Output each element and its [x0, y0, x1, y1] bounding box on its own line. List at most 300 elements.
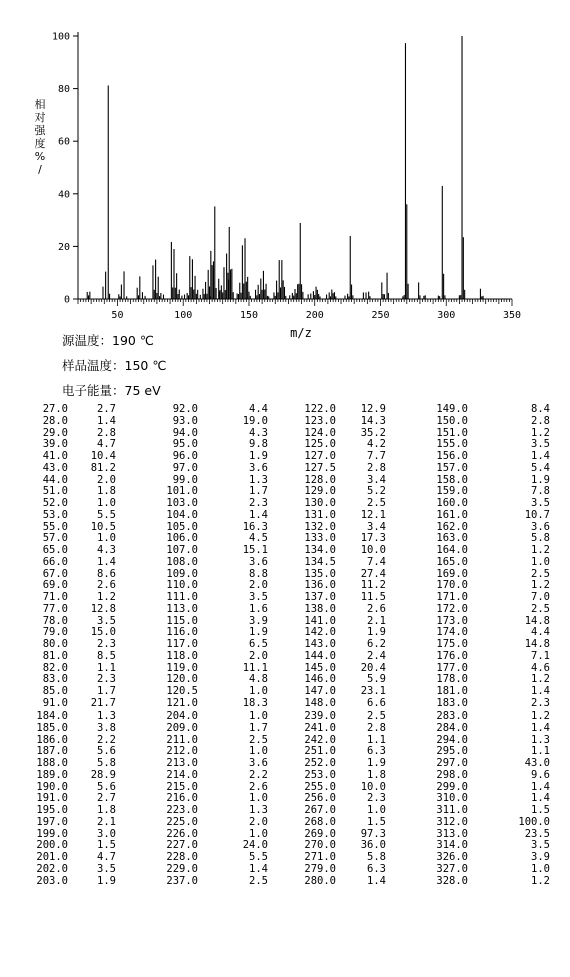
table-row	[28, 711, 550, 723]
intensity-cell: 1.3	[531, 733, 550, 746]
intensity-cell: 3.5	[531, 839, 550, 852]
mz-cell: 279.0	[304, 862, 336, 875]
mz-cell: 122.0	[304, 403, 336, 415]
mz-cell: 267.0	[304, 804, 336, 816]
mz-cell: 177.0	[436, 661, 468, 674]
y-axis-label: 相对强度% /	[34, 98, 46, 176]
x-tick-label: 150	[239, 310, 259, 321]
mz-cell: 69.0	[42, 579, 68, 592]
mz-cell: 270.0	[304, 839, 336, 852]
mz-cell: 209.0	[166, 721, 198, 734]
mz-cell: 225.0	[166, 815, 198, 828]
table-row	[28, 686, 550, 698]
mz-cell: 176.0	[436, 649, 468, 662]
intensity-cell: 7.4	[367, 555, 386, 568]
intensity-cell: 10.4	[90, 450, 116, 462]
mz-cell: 127.5	[304, 461, 336, 474]
source-temperature-value: 190 ℃	[112, 333, 154, 348]
y-axis	[52, 32, 78, 306]
intensity-cell: 2.8	[531, 414, 550, 427]
mz-cell: 103.0	[166, 497, 198, 509]
intensity-cell: 2.3	[97, 638, 116, 650]
mz-cell: 185.0	[36, 721, 68, 734]
mz-cell: 162.0	[436, 520, 468, 533]
intensity-cell: 2.1	[97, 815, 116, 828]
intensity-cell: 1.4	[531, 685, 550, 697]
intensity-cell: 2.6	[97, 579, 116, 592]
intensity-cell: 4.7	[97, 851, 116, 863]
intensity-cell: 1.2	[531, 426, 550, 439]
mz-cell: 77.0	[42, 602, 68, 615]
sample-temperature	[62, 356, 166, 374]
mz-cell: 297.0	[436, 757, 468, 769]
mz-cell: 95.0	[172, 438, 198, 451]
mz-cell: 145.0	[304, 661, 336, 674]
mz-cell: 160.0	[436, 497, 468, 509]
intensity-cell: 2.0	[249, 815, 268, 828]
mz-cell: 295.0	[436, 745, 468, 758]
intensity-cell: 4.2	[367, 438, 386, 451]
intensity-cell: 2.3	[97, 673, 116, 686]
mz-cell: 137.0	[304, 591, 336, 603]
intensity-cell: 1.4	[531, 792, 550, 805]
intensity-cell: 1.9	[97, 874, 116, 887]
intensity-cell: 5.8	[531, 532, 550, 545]
intensity-cell: 97.3	[360, 827, 386, 840]
intensity-cell: 1.3	[97, 710, 116, 722]
intensity-cell: 1.0	[249, 710, 268, 722]
mz-cell: 213.0	[166, 757, 198, 769]
mz-cell: 134.0	[304, 544, 336, 556]
intensity-cell: 3.6	[531, 520, 550, 533]
mz-cell: 227.0	[166, 839, 198, 852]
mz-cell: 117.0	[166, 638, 198, 650]
intensity-cell: 4.4	[249, 403, 268, 415]
intensity-cell: 2.3	[249, 497, 268, 509]
mz-cell: 174.0	[436, 626, 468, 639]
table-row	[28, 758, 550, 770]
mz-cell: 51.0	[42, 485, 68, 498]
intensity-cell: 9.8	[249, 438, 268, 451]
mz-cell: 251.0	[304, 745, 336, 758]
intensity-cell: 1.0	[97, 497, 116, 509]
intensity-cell: 3.5	[249, 591, 268, 603]
intensity-cell: 1.9	[367, 626, 386, 639]
mz-cell: 298.0	[436, 768, 468, 781]
intensity-cell: 14.8	[524, 614, 550, 627]
mz-cell: 148.0	[304, 696, 336, 709]
table-row	[28, 770, 550, 782]
mz-cell: 121.0	[166, 696, 198, 709]
intensity-cell: 43.0	[524, 757, 550, 769]
mz-cell: 120.5	[166, 685, 198, 697]
mz-cell: 326.0	[436, 851, 468, 863]
mz-cell: 41.0	[42, 450, 68, 462]
intensity-cell: 15.0	[90, 626, 116, 639]
mz-cell: 66.0	[42, 555, 68, 568]
intensity-cell: 1.2	[531, 710, 550, 722]
electron-energy-value: 75 eV	[124, 383, 161, 398]
intensity-cell: 2.5	[249, 874, 268, 887]
intensity-cell: 15.1	[242, 544, 268, 556]
mz-cell: 104.0	[166, 508, 198, 521]
mz-cell: 85.0	[42, 685, 68, 697]
intensity-cell: 1.0	[249, 685, 268, 697]
table-row	[28, 864, 550, 876]
mz-cell: 43.0	[42, 461, 68, 474]
mz-cell: 79.0	[42, 626, 68, 639]
source-temperature	[62, 331, 154, 349]
intensity-cell: 1.0	[367, 804, 386, 816]
mz-cell: 201.0	[36, 851, 68, 863]
intensity-cell: 3.5	[97, 862, 116, 875]
intensity-cell: 3.4	[367, 520, 386, 533]
intensity-cell: 3.6	[249, 757, 268, 769]
peak-bars	[87, 36, 483, 299]
y-tick-label: 80	[57, 84, 70, 96]
mz-cell: 171.0	[436, 591, 468, 603]
mz-cell: 113.0	[166, 602, 198, 615]
mz-cell: 186.0	[36, 733, 68, 746]
mz-cell: 143.0	[304, 638, 336, 650]
mz-cell: 253.0	[304, 768, 336, 781]
intensity-cell: 17.3	[360, 532, 386, 545]
mz-cell: 268.0	[304, 815, 336, 828]
intensity-cell: 4.8	[249, 673, 268, 686]
mz-cell: 120.0	[166, 673, 198, 686]
intensity-cell: 5.6	[97, 745, 116, 758]
intensity-cell: 6.2	[367, 638, 386, 650]
intensity-cell: 5.4	[531, 461, 550, 474]
intensity-cell: 1.7	[249, 485, 268, 498]
mz-cell: 328.0	[436, 874, 468, 887]
mz-cell: 144.0	[304, 649, 336, 662]
mz-cell: 239.0	[304, 710, 336, 722]
intensity-cell: 8.8	[249, 567, 268, 580]
intensity-cell: 1.9	[531, 473, 550, 486]
table-row	[28, 463, 550, 475]
mz-cell: 119.0	[166, 661, 198, 674]
intensity-cell: 2.0	[249, 649, 268, 662]
intensity-cell: 4.5	[249, 532, 268, 545]
mz-cell: 173.0	[436, 614, 468, 627]
mz-cell: 229.0	[166, 862, 198, 875]
mz-cell: 189.0	[36, 768, 68, 781]
intensity-cell: 10.5	[90, 520, 116, 533]
mz-cell: 200.0	[36, 839, 68, 852]
table-row	[28, 545, 550, 557]
mz-cell: 226.0	[166, 827, 198, 840]
mz-cell: 156.0	[436, 450, 468, 462]
intensity-cell: 8.5	[97, 649, 116, 662]
table-row	[28, 557, 550, 569]
mz-cell: 255.0	[304, 780, 336, 793]
intensity-cell: 2.6	[249, 780, 268, 793]
mz-cell: 67.0	[42, 567, 68, 580]
intensity-cell: 16.3	[242, 520, 268, 533]
intensity-cell: 1.0	[249, 792, 268, 805]
mz-cell: 142.0	[304, 626, 336, 639]
mz-cell: 228.0	[166, 851, 198, 863]
intensity-cell: 1.3	[249, 804, 268, 816]
intensity-cell: 1.2	[531, 544, 550, 556]
intensity-cell: 2.1	[367, 614, 386, 627]
intensity-cell: 2.5	[531, 567, 550, 580]
intensity-cell: 3.9	[531, 851, 550, 863]
intensity-cell: 2.4	[367, 649, 386, 662]
y-tick-label: 40	[57, 189, 70, 201]
y-tick-label: 60	[57, 136, 70, 148]
peak-table-part1	[28, 404, 550, 710]
mz-cell: 80.0	[42, 638, 68, 650]
intensity-cell: 6.3	[367, 745, 386, 758]
intensity-cell: 7.0	[531, 591, 550, 603]
mz-cell: 269.0	[304, 827, 336, 840]
mz-cell: 115.0	[166, 614, 198, 627]
mass-spectrum-chart	[0, 0, 570, 340]
intensity-cell: 1.0	[249, 745, 268, 758]
x-axis	[78, 299, 521, 321]
intensity-cell: 7.8	[531, 485, 550, 498]
intensity-cell: 2.3	[531, 696, 550, 709]
intensity-cell: 12.1	[360, 508, 386, 521]
mz-cell: 147.0	[304, 685, 336, 697]
intensity-cell: 2.5	[531, 602, 550, 615]
intensity-cell: 2.5	[367, 497, 386, 509]
mz-cell: 134.5	[304, 555, 336, 568]
mz-cell: 170.0	[436, 579, 468, 592]
intensity-cell: 1.6	[249, 602, 268, 615]
mz-cell: 202.0	[36, 862, 68, 875]
mz-cell: 283.0	[436, 710, 468, 722]
intensity-cell: 2.2	[97, 733, 116, 746]
intensity-cell: 2.0	[97, 473, 116, 486]
intensity-cell: 3.9	[249, 614, 268, 627]
intensity-cell: 1.2	[97, 591, 116, 603]
mz-cell: 215.0	[166, 780, 198, 793]
intensity-cell: 5.9	[367, 673, 386, 686]
mz-cell: 44.0	[42, 473, 68, 486]
mz-cell: 188.0	[36, 757, 68, 769]
intensity-cell: 9.6	[531, 768, 550, 781]
mz-cell: 138.0	[304, 602, 336, 615]
intensity-cell: 1.4	[531, 450, 550, 462]
table-row	[28, 805, 550, 817]
intensity-cell: 1.5	[97, 839, 116, 852]
intensity-cell: 5.5	[249, 851, 268, 863]
intensity-cell: 28.9	[90, 768, 116, 781]
y-tick-label: 20	[57, 241, 70, 253]
mz-cell: 93.0	[172, 414, 198, 427]
intensity-cell: 11.1	[242, 661, 268, 674]
mz-cell: 256.0	[304, 792, 336, 805]
mz-cell: 106.0	[166, 532, 198, 545]
mz-cell: 181.0	[436, 685, 468, 697]
intensity-cell: 11.5	[360, 591, 386, 603]
mz-cell: 223.0	[166, 804, 198, 816]
mz-cell: 252.0	[304, 757, 336, 769]
mz-cell: 237.0	[166, 874, 198, 887]
mz-cell: 216.0	[166, 792, 198, 805]
mz-cell: 71.0	[42, 591, 68, 603]
mz-cell: 52.0	[42, 497, 68, 509]
table-row	[28, 876, 550, 888]
intensity-cell: 1.9	[249, 626, 268, 639]
mz-cell: 183.0	[436, 696, 468, 709]
mz-cell: 151.0	[436, 426, 468, 439]
intensity-cell: 12.8	[90, 602, 116, 615]
intensity-cell: 3.6	[249, 555, 268, 568]
table-row	[28, 451, 550, 463]
mz-cell: 172.0	[436, 602, 468, 615]
mz-cell: 101.0	[166, 485, 198, 498]
mz-cell: 118.0	[166, 649, 198, 662]
mz-cell: 212.0	[166, 745, 198, 758]
electron-energy-label: 电子能量：	[62, 383, 125, 398]
intensity-cell: 24.0	[242, 839, 268, 852]
intensity-cell: 11.2	[360, 579, 386, 592]
intensity-cell: 7.1	[531, 649, 550, 662]
intensity-cell: 1.2	[531, 874, 550, 887]
intensity-cell: 1.8	[367, 768, 386, 781]
mz-cell: 110.0	[166, 579, 198, 592]
mz-cell: 65.0	[42, 544, 68, 556]
intensity-cell: 3.4	[367, 473, 386, 486]
intensity-cell: 1.4	[531, 721, 550, 734]
intensity-cell: 2.7	[97, 403, 116, 415]
intensity-cell: 3.5	[531, 497, 550, 509]
mz-cell: 97.0	[172, 461, 198, 474]
intensity-cell: 4.3	[249, 426, 268, 439]
intensity-cell: 5.8	[367, 851, 386, 863]
mz-cell: 204.0	[166, 710, 198, 722]
mz-cell: 299.0	[436, 780, 468, 793]
sample-temperature-value: 150 ℃	[124, 358, 167, 373]
mz-cell: 190.0	[36, 780, 68, 793]
intensity-cell: 4.6	[531, 661, 550, 674]
intensity-cell: 3.8	[97, 721, 116, 734]
mz-cell: 127.0	[304, 450, 336, 462]
mz-cell: 105.0	[166, 520, 198, 533]
intensity-cell: 2.2	[249, 768, 268, 781]
mz-cell: 141.0	[304, 614, 336, 627]
intensity-cell: 2.8	[367, 461, 386, 474]
x-tick-label: 250	[371, 310, 390, 321]
intensity-cell: 5.6	[97, 780, 116, 793]
intensity-cell: 14.3	[360, 414, 386, 427]
intensity-cell: 1.9	[367, 757, 386, 769]
intensity-cell: 3.5	[97, 614, 116, 627]
table-row	[28, 723, 550, 735]
intensity-cell: 14.8	[524, 638, 550, 650]
mz-cell: 83.0	[42, 673, 68, 686]
mz-cell: 284.0	[436, 721, 468, 734]
mz-cell: 27.0	[42, 403, 68, 415]
mz-cell: 81.0	[42, 649, 68, 662]
intensity-cell: 2.5	[367, 710, 386, 722]
intensity-cell: 1.4	[97, 414, 116, 427]
mz-cell: 130.0	[304, 497, 336, 509]
intensity-cell: 8.4	[531, 403, 550, 415]
mz-cell: 125.0	[304, 438, 336, 451]
mz-cell: 165.0	[436, 555, 468, 568]
electron-energy	[62, 381, 161, 399]
sample-temperature-label: 样品温度：	[62, 358, 125, 373]
mz-cell: 175.0	[436, 638, 468, 650]
mz-cell: 203.0	[36, 874, 68, 887]
mz-cell: 28.0	[42, 414, 68, 427]
mz-cell: 294.0	[436, 733, 468, 746]
intensity-cell: 1.0	[531, 555, 550, 568]
intensity-cell: 3.5	[531, 438, 550, 451]
mz-cell: 310.0	[436, 792, 468, 805]
intensity-cell: 3.6	[249, 461, 268, 474]
x-tick-label: 300	[437, 310, 456, 321]
intensity-cell: 81.2	[90, 461, 116, 474]
mz-cell: 169.0	[436, 567, 468, 580]
x-tick-label: 200	[305, 310, 324, 321]
x-tick-label: 50	[111, 310, 124, 321]
mz-cell: 92.0	[172, 403, 198, 415]
mz-cell: 99.0	[172, 473, 198, 486]
intensity-cell: 23.1	[360, 685, 386, 697]
mz-cell: 109.0	[166, 567, 198, 580]
intensity-cell: 2.8	[97, 426, 116, 439]
intensity-cell: 19.0	[242, 414, 268, 427]
mz-cell: 116.0	[166, 626, 198, 639]
table-row	[28, 817, 550, 829]
mz-cell: 242.0	[304, 733, 336, 746]
intensity-cell: 2.7	[97, 792, 116, 805]
intensity-cell: 10.0	[360, 780, 386, 793]
intensity-cell: 4.4	[531, 626, 550, 639]
intensity-cell: 10.0	[360, 544, 386, 556]
intensity-cell: 1.7	[97, 685, 116, 697]
mz-cell: 313.0	[436, 827, 468, 840]
y-tick-label: 100	[51, 31, 70, 43]
intensity-cell: 5.2	[367, 485, 386, 498]
mz-cell: 312.0	[436, 815, 468, 828]
intensity-cell: 8.6	[97, 567, 116, 580]
mz-cell: 161.0	[436, 508, 468, 521]
intensity-cell: 2.3	[367, 792, 386, 805]
intensity-cell: 2.5	[249, 733, 268, 746]
mz-cell: 314.0	[436, 839, 468, 852]
intensity-cell: 4.7	[97, 438, 116, 451]
mz-cell: 111.0	[166, 591, 198, 603]
intensity-cell: 1.4	[531, 780, 550, 793]
table-row	[28, 498, 550, 510]
mz-cell: 29.0	[42, 426, 68, 439]
mz-cell: 149.0	[436, 403, 468, 415]
mz-cell: 136.0	[304, 579, 336, 592]
intensity-cell: 18.3	[242, 696, 268, 709]
intensity-cell: 1.1	[367, 733, 386, 746]
x-axis-label: m/z	[290, 326, 312, 340]
intensity-cell: 6.6	[367, 696, 386, 709]
intensity-cell: 1.3	[249, 473, 268, 486]
y-tick-label: 0	[63, 294, 70, 306]
intensity-cell: 1.4	[97, 555, 116, 568]
intensity-cell: 2.0	[249, 579, 268, 592]
source-temperature-label: 源温度：	[62, 333, 113, 348]
mz-cell: 94.0	[172, 426, 198, 439]
mz-cell: 195.0	[36, 804, 68, 816]
intensity-cell: 21.7	[90, 696, 116, 709]
table-row	[28, 416, 550, 428]
mz-cell: 128.0	[304, 473, 336, 486]
mz-cell: 327.0	[436, 862, 468, 875]
